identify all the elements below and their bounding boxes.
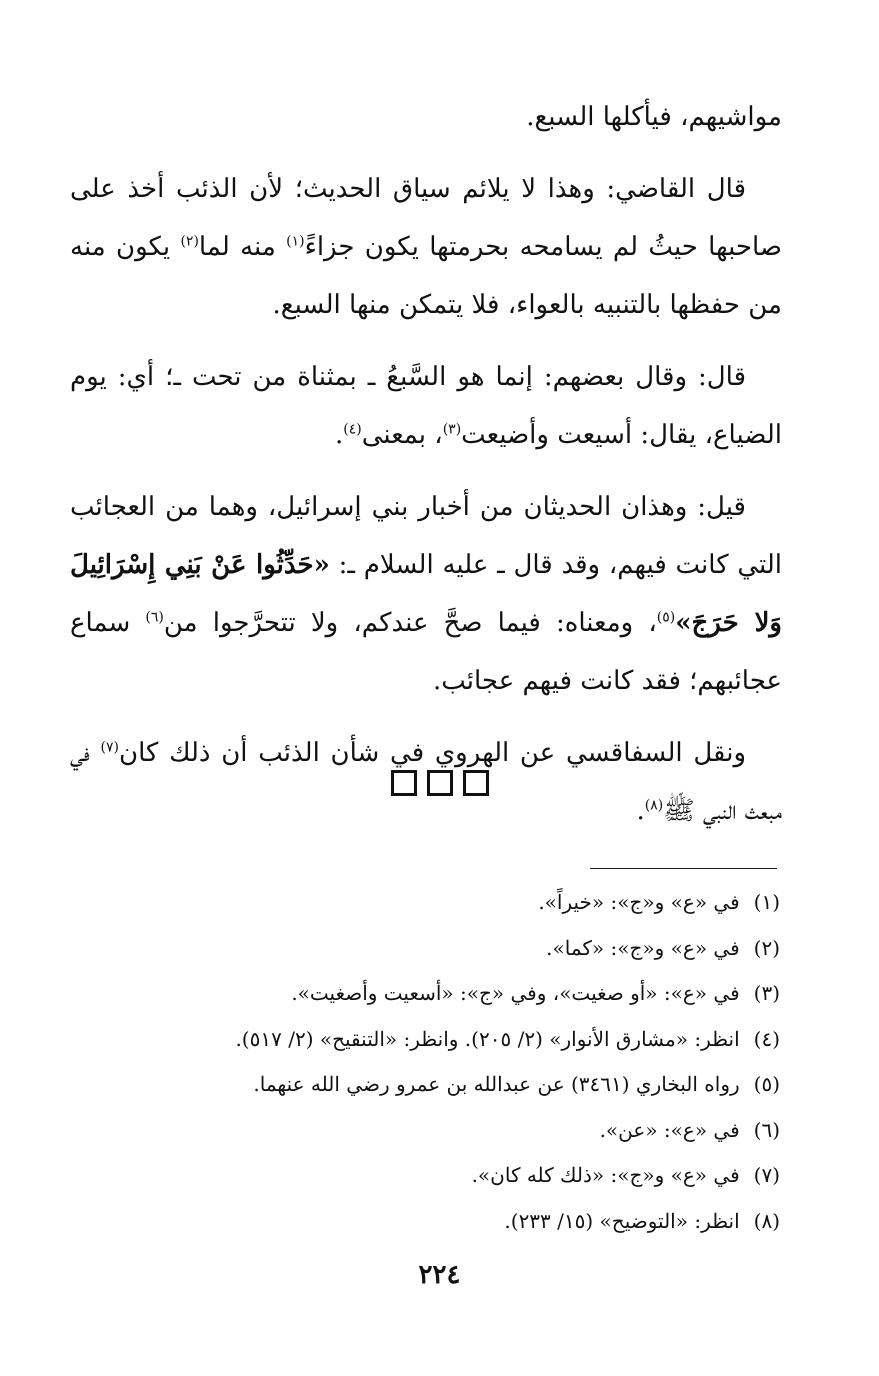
footnote-ref: (١) [286,233,305,250]
footnote-ref: (٣) [442,421,462,438]
paragraph-4: قيل: وهذان الحديثان من أخبار بني إسرائيل، وهما من العجائب التي كانت فيهم، وقد قال ـ عليه السلام ـ: «حَدِّثُوا عَنْ بَنِي إِسْرَائِيلَ وَلا حَرَجَ»$^{(٥)}$، ومعناه: فيما صحَّ عندكم، ولا تتحرَّجوا من$^{(٦)}$ سماع عجائبهم؛ فقد كانت فيهم عجائب. [70,492,782,696]
paragraph-1: مواشيهم، فيأكلها السبع. [526,102,782,132]
footnote-divider [590,868,777,869]
square-ornament-icon [427,770,453,796]
footnote-ref: (٧) [100,739,119,756]
footnote-ref: (٥) [656,609,676,626]
footnote: (٥) رواه البخاري (٣٤٦١) عن عبدالله بن عمرو رضي الله عنهما. [253,1072,780,1096]
footnote-ref: (٢) [180,233,199,250]
square-ornament-icon [391,770,417,796]
footnote: (٤) انظر: «مشارق الأنوار» (٢/ ٢٠٥). وانظر: «التنقيح» (٢/ ٥١٧). [235,1026,780,1051]
paragraph-5: ونقل السفاقسي عن الهروي في شأن الذئب أن ذلك كان$^{(٧)}$ في مبعث النبي ﷺ$^{(٨)}$. [70,738,782,826]
hadith-quote: «حَدِّثُوا عَنْ بَنِي إِسْرَائِيلَ وَلا حَرَجَ» [70,550,782,638]
footnote-ref: (٦) [145,609,164,626]
footnote: (١) في «ع» و«ج»: «خيراً». [538,890,780,914]
page-number: ٢٢٤ [418,1260,461,1290]
footnote-ref: (٨) [644,797,664,814]
footnote: (٧) في «ع» و«ج»: «ذلك كله كان». [471,1163,780,1187]
main-text [70,88,782,854]
footnote: (٨) انظر: «التوضيح» (١٥/ ٢٣٣). [504,1208,780,1233]
square-ornament-icon [463,770,489,796]
footnote: (٦) في «ع»: «عن». [599,1117,780,1142]
footnotes [90,880,780,1244]
paragraph-2: قال القاضي: وهذا لا يلائم سياق الحديث؛ لأن الذئب أخذ على صاحبها حيثُ لم يسامحه بحرمتها يكون جزاءً$^{(١)}$ منه لما$^{(٢)}$ يكون منه من حفظها بالتنبيه بالعواء، فلا يتمكن منها السبع. [70,174,782,320]
footnote: (٢) في «ع» و«ج»: «كما». [546,935,780,960]
paragraph-3: قال: وقال بعضهم: إنما هو السَّبعُ ـ بمثناة من تحت ـ؛ أي: يوم الضياع، يقال: أسيعت وأضيعت$^{(٣)}$، بمعنى$^{(٤)}$. [70,362,782,450]
footnote: (٣) في «ع»: «أو صغيت»، وفي «ج»: «أسعيت وأصغيت». [291,981,780,1005]
footnote-ref: (٤) [343,421,362,438]
section-separator [0,770,879,796]
